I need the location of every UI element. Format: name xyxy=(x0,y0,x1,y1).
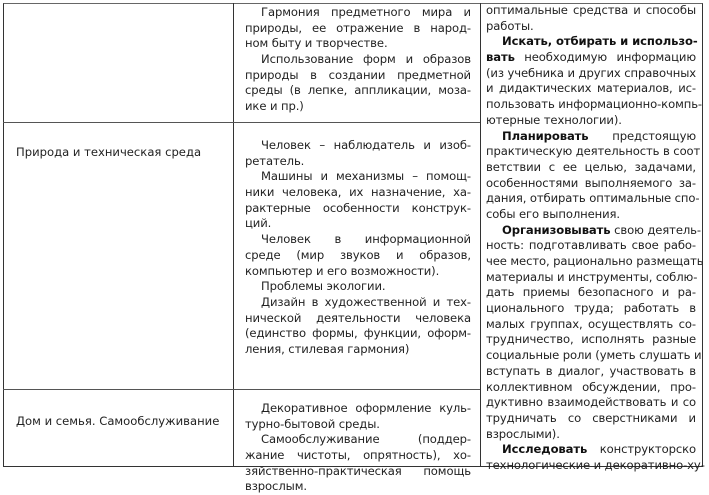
text-line xyxy=(486,348,702,364)
line-text: ветствии с ее целью, задачами, xyxy=(486,159,696,174)
text-line xyxy=(486,285,696,301)
text-line xyxy=(486,81,696,97)
text-line xyxy=(245,279,471,295)
text-line xyxy=(486,207,696,223)
column-divider xyxy=(480,3,481,467)
line-text: Человек в информационной xyxy=(261,232,471,247)
content-cell-row3 xyxy=(245,401,471,495)
text-line xyxy=(486,191,700,207)
text-line xyxy=(245,432,471,448)
line-text: (единство формы, функции, оформ- xyxy=(245,326,471,341)
text-line xyxy=(245,154,471,170)
line-text: трудничать со сверстниками и xyxy=(486,410,696,425)
text-line xyxy=(486,364,696,380)
line-text: Гармония предметного мира и xyxy=(261,5,471,19)
text-line xyxy=(486,3,696,19)
text-line xyxy=(245,169,471,185)
column-divider xyxy=(233,3,234,467)
line-text: среде (мир звуков и образов, xyxy=(245,247,471,262)
line-text: Декоративное оформление куль- xyxy=(261,401,471,415)
line-text: взрослым. xyxy=(245,479,307,494)
text-line xyxy=(245,264,471,280)
text-line xyxy=(245,216,471,232)
line-text: чее место, рационально размещать xyxy=(486,254,704,268)
text-line xyxy=(486,270,696,286)
text-line xyxy=(245,248,471,264)
bold-keyword: Искать, отбирать и использо- xyxy=(502,34,698,49)
line-text: компьютер и его возможности). xyxy=(245,263,440,278)
text-line xyxy=(245,342,471,358)
text-line xyxy=(245,138,471,154)
line-text: свою деятель- xyxy=(610,222,701,237)
text-line xyxy=(486,254,704,270)
text-line xyxy=(245,326,471,342)
line-text: предстоящую xyxy=(588,128,696,143)
line-text: ность: подготавливать свое рабо- xyxy=(486,238,696,253)
content-cell-row1 xyxy=(245,5,471,115)
text-line xyxy=(486,317,696,333)
text-line xyxy=(486,66,696,82)
line-text: (из учебника и других справочных xyxy=(486,65,697,80)
line-text: необходимую информацию xyxy=(514,50,696,65)
line-text: коллективном обсуждении, про- xyxy=(486,379,696,394)
line-text: Человек – наблюдатель и изоб- xyxy=(261,138,471,152)
text-line xyxy=(486,332,696,348)
content-cell-row2 xyxy=(245,138,471,358)
line-text: Машины и механизмы – помощ- xyxy=(261,169,471,184)
text-line xyxy=(486,144,701,160)
text-line xyxy=(486,411,696,427)
line-text: рактерные особенности конструк- xyxy=(245,200,471,215)
line-text: малых группах, осуществлять со- xyxy=(486,316,696,331)
line-text: особенностями выполняемого за- xyxy=(486,175,696,190)
text-line xyxy=(245,417,471,433)
text-line xyxy=(486,395,696,411)
line-text: работы. xyxy=(486,18,534,33)
text-line xyxy=(245,311,471,327)
row-divider xyxy=(3,389,480,390)
line-text: конструкторско xyxy=(587,442,696,457)
bold-keyword: Планировать xyxy=(502,128,589,143)
line-text: вступать в диалог, участвовать в xyxy=(486,363,696,378)
text-line xyxy=(245,295,471,311)
text-line xyxy=(486,380,696,396)
line-text: пользовать информационно-компь- xyxy=(486,97,703,112)
text-line xyxy=(245,232,471,248)
line-text: дуктивно взаимодействовать и со xyxy=(486,395,696,410)
text-line xyxy=(245,99,471,115)
topic-home-family-self-service: Дом и семья. Самообслуживание xyxy=(16,414,220,428)
text-line xyxy=(486,222,701,239)
line-text: ления, стилевая гармония) xyxy=(245,341,410,356)
line-text: среды (в лепке, аппликации, моза- xyxy=(245,83,471,98)
line-text: Дизайн в художественной и тех- xyxy=(261,294,471,309)
text-line xyxy=(486,457,705,474)
text-line xyxy=(245,448,471,464)
text-line xyxy=(486,34,696,50)
text-line xyxy=(245,401,471,417)
text-line xyxy=(245,52,471,68)
line-text: материалы и инструменты, соблю- xyxy=(486,269,698,284)
text-line xyxy=(486,238,696,254)
row-divider xyxy=(3,122,480,123)
line-text: турно-бытовой среды. xyxy=(245,416,380,431)
text-line xyxy=(486,97,703,113)
text-line xyxy=(486,301,696,317)
line-text: Самообслуживание (поддер- xyxy=(261,432,471,447)
line-text: зяйственно-практическая помощь xyxy=(245,463,471,478)
line-text: нической деятельности человека xyxy=(245,310,471,325)
text-line xyxy=(486,176,696,192)
line-text: ционального труда; работать в xyxy=(486,301,696,316)
text-line xyxy=(486,129,696,145)
line-text: ике и пр.) xyxy=(245,99,304,114)
text-line xyxy=(486,427,696,443)
line-text: взрослыми). xyxy=(486,426,560,441)
line-text: дания, отбирать оптимальные спо- xyxy=(486,191,700,206)
activities-cell xyxy=(486,3,705,474)
text-line xyxy=(245,68,471,84)
text-line xyxy=(245,83,471,99)
line-text: природы, ее отражение в народ- xyxy=(245,20,471,35)
line-text: социальные роли (уметь слушать и xyxy=(486,348,702,363)
line-text: и дидактических материалов, ис- xyxy=(486,81,696,96)
line-text: дать приемы безопасного и ра- xyxy=(486,285,696,300)
text-line xyxy=(245,185,471,201)
text-line xyxy=(486,19,696,35)
text-line xyxy=(245,5,471,21)
line-text: собы его выполнения. xyxy=(486,206,621,221)
line-text: Проблемы экологии. xyxy=(261,279,386,294)
line-text: трудничество, исполнять разные xyxy=(486,332,696,347)
text-line xyxy=(245,479,471,495)
line-text: Использование форм и образов xyxy=(261,52,471,67)
line-text: технологические и декоративно-ху- xyxy=(486,457,705,472)
text-line xyxy=(486,113,696,129)
line-text: ники человека, их назначение, ха- xyxy=(245,185,471,200)
bold-keyword: Организовывать xyxy=(502,222,611,237)
text-line xyxy=(245,36,471,52)
bold-keyword: вать xyxy=(486,50,515,65)
line-text: практическую деятельность в соот xyxy=(486,144,701,159)
text-line xyxy=(486,160,696,176)
line-text: ютерные технологии). xyxy=(486,112,622,127)
text-line xyxy=(245,201,471,217)
line-text: ретатель. xyxy=(245,153,305,168)
topic-nature-technical-environment: Природа и техническая среда xyxy=(16,145,202,159)
text-line xyxy=(486,50,696,66)
bold-keyword: Исследовать xyxy=(502,442,588,457)
line-text: оптимальные средства и способы xyxy=(486,3,696,17)
line-text: ном быту и творчестве. xyxy=(245,36,388,51)
line-text: жание чистоты, опрятность), хо- xyxy=(245,448,471,463)
text-line xyxy=(486,442,696,458)
text-line xyxy=(245,21,471,37)
line-text: ций. xyxy=(245,216,272,231)
line-text: природы в создании предметной xyxy=(245,67,471,82)
